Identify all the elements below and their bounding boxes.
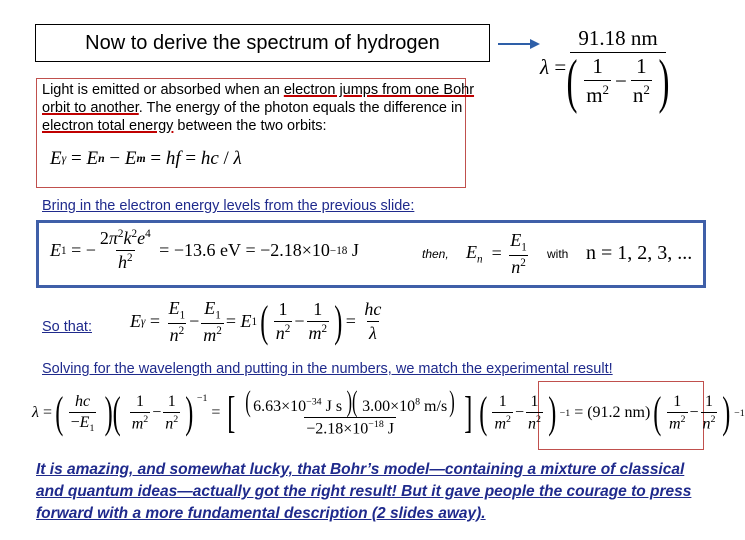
n-values: n = 1, 2, 3, ... bbox=[586, 242, 693, 264]
page-title: Now to derive the spectrum of hydrogen bbox=[35, 24, 490, 62]
wavelength-equation: λ = ( $\frac{hc}{-E_1}$ )( $\frac{1}{m^2}$ − $\frac{1}{n^2}$ ) $^{-1}$ = [ $\frac{( 6.63\times 10^{-34} J s )( 3.00\times 10^8 m/s)}{-2.18\times 10^{-18} J}$ ] ( $\frac{1}{m^2}$ − $\frac{1}{n^2}$ ) −1 = (91.2 nm) ( $\frac{1}{m^2}$ − $\frac{1}{n^2}$ ) −1 bbox=[32, 385, 745, 438]
en-equation: $E_n$ = $\frac{E_1}{n^2}$ bbox=[466, 230, 527, 277]
arrow-icon bbox=[498, 36, 542, 52]
then-label: then, bbox=[422, 247, 449, 261]
link-electron-total-energy[interactable]: electron total energy bbox=[42, 118, 174, 134]
photon-energy-expanded: E γ = $\frac{E_1}{n^2}$ − $\frac{E_1}{m^2}$ = E 1 ( $\frac{1}{n^2}$ − $\frac{1}{m^2}$ ) = $\frac{hc}{\lambda}$ bbox=[130, 297, 382, 346]
closing-text: It is amazing, and somewhat lucky, that Bohr’s model—containing a mixture of classical and quantum ideas—actually got the right result! But it gave people the courage to press forward with a more fundamental description (2 slides away). bbox=[36, 461, 692, 522]
link-electron-jumps[interactable]: electron jumps from one Bohr orbit to another bbox=[42, 82, 475, 116]
bring-in-text: Bring in the electron energy levels from the previous slide: bbox=[42, 198, 415, 214]
intro-text: Light is emitted or absorbed when an electron jumps from one Bohr orbit to another. The energy of the photon equals the difference in electron total energy between the two orbits: bbox=[42, 82, 475, 134]
e1-equation: E 1 = − $\frac{2\pi^2k^2e^4}{h^2}$ = −13.6 eV = −2.18×10 −18 J bbox=[50, 228, 359, 272]
with-label: with bbox=[547, 247, 569, 261]
solving-text: Solving for the wavelength and putting in the numbers, we match the experimental result! bbox=[42, 361, 613, 377]
photon-energy-equation: E γ = E n − E m = hf = hc / λ bbox=[50, 148, 242, 169]
lambda-formula: λ = 91.18 nm ( $\frac{1}{m^2}$ − $\frac{1}{n^2}$ ) bbox=[540, 26, 670, 114]
so-that-label: So that: bbox=[42, 319, 92, 335]
